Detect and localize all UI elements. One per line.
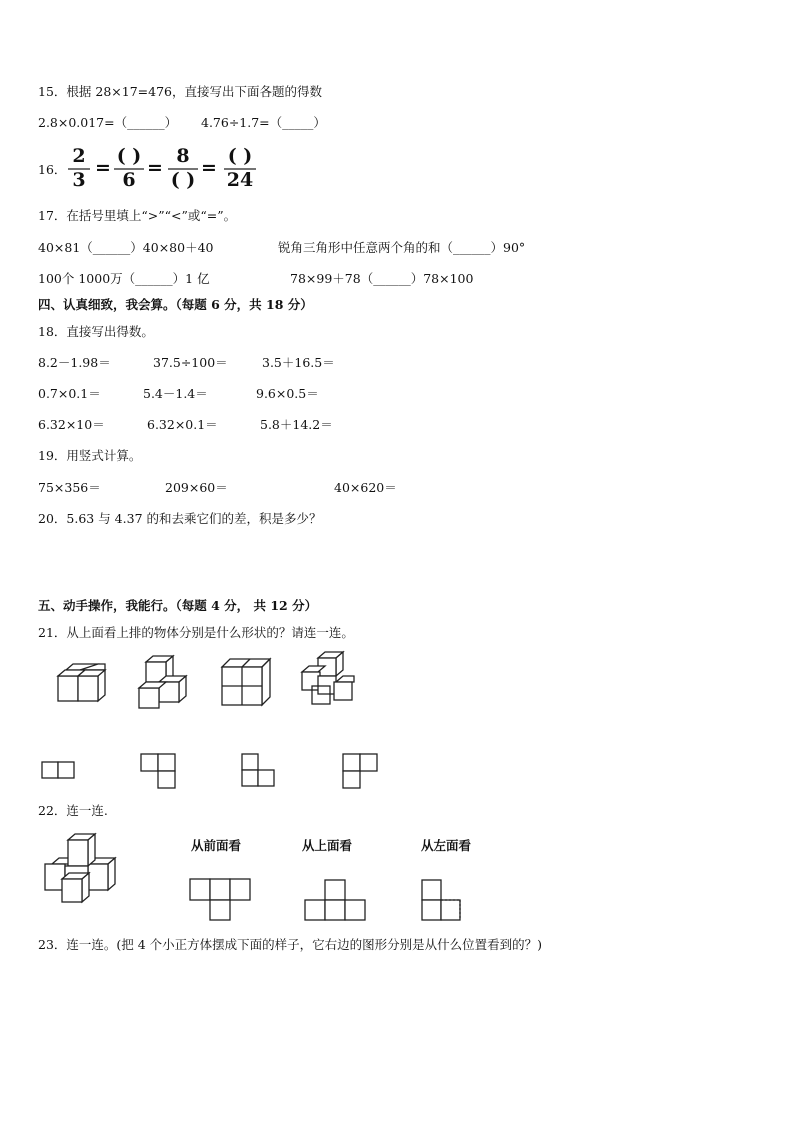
q18-r1-c1: 8.2－1.98＝ <box>38 355 111 370</box>
q17-item-c: 100个 1000万（______）1 亿 <box>38 271 210 286</box>
q17-item-a: 40×81（______）40×80＋40 <box>38 240 214 255</box>
q19-item-1: 75×356＝ <box>38 480 101 495</box>
q23-title: 23．连一连。(把 4 个小正方体摆成下面的样子，它右边的图形分别是从什么位置看到的？) <box>38 937 543 952</box>
q18-r3-c3: 5.8＋14.2＝ <box>260 417 333 432</box>
q22-title: 22．连一连. <box>38 803 108 818</box>
q22-view-left <box>422 880 460 920</box>
q20-title: 20．5.63 与 4.37 的和去乘它们的差，积是多少？ <box>38 511 322 526</box>
equals-sign: = <box>95 157 111 179</box>
q17-title: 17．在括号里填上“>”“<”或“=”。 <box>38 208 237 223</box>
q21-title: 21．从上面看上排的物体分别是什么形状的？请连一连。 <box>38 625 354 640</box>
q18-r2-c2: 5.4－1.4＝ <box>143 386 208 401</box>
q22-view-top <box>305 880 365 920</box>
fraction-4-numerator: ( ) <box>227 145 253 167</box>
q17-item-b: 锐角三角形中任意两个角的和（______）90° <box>278 240 526 255</box>
q19-item-2: 209×60＝ <box>165 480 228 495</box>
q18-r1-c2: 37.5÷100＝ <box>153 355 228 370</box>
fraction-4-denominator: 24 <box>226 169 254 191</box>
q22-solid <box>45 834 115 902</box>
q19-item-3: 40×620＝ <box>334 480 397 495</box>
q17-item-d: 78×99＋78（______）78×100 <box>290 271 474 286</box>
fraction-2-numerator: ( ) <box>116 145 142 167</box>
q15-title: 15．根据 28×17=476，直接写出下面各题的得数 <box>38 84 322 99</box>
section-4-heading: 四、认真细致，我会算。（每题 6 分，共 18 分） <box>38 297 313 312</box>
q22-label-left: 从左面看 <box>421 838 472 853</box>
q22-label-top: 从上面看 <box>302 838 353 853</box>
q22-label-front: 从前面看 <box>191 838 242 853</box>
q18-r2-c3: 9.6×0.5＝ <box>256 386 319 401</box>
q15-item-a: 2.8×0.017=（______） <box>38 115 178 130</box>
fraction-1-denominator: 3 <box>72 169 86 191</box>
section-5-heading: 五、动手操作，我能行。（每题 4 分， 共 12 分） <box>38 598 318 613</box>
fraction-2-denominator: 6 <box>122 169 136 191</box>
fraction-3-denominator: ( ) <box>170 169 196 191</box>
q18-r3-c1: 6.32×10＝ <box>38 417 105 432</box>
q16-number: 16． <box>38 162 67 177</box>
q19-title: 19．用竖式计算。 <box>38 448 142 463</box>
q18-r1-c3: 3.5＋16.5＝ <box>262 355 335 370</box>
q15-item-b: 4.76÷1.7=（_____） <box>201 115 326 130</box>
fraction-3-numerator: 8 <box>176 145 190 167</box>
q18-title: 18．直接写出得数。 <box>38 324 154 339</box>
fraction-1-numerator: 2 <box>72 145 86 167</box>
equals-sign: = <box>147 157 163 179</box>
equals-sign: = <box>201 157 217 179</box>
q18-r2-c1: 0.7×0.1＝ <box>38 386 101 401</box>
q22-view-front <box>190 879 250 920</box>
q18-r3-c2: 6.32×0.1＝ <box>147 417 218 432</box>
